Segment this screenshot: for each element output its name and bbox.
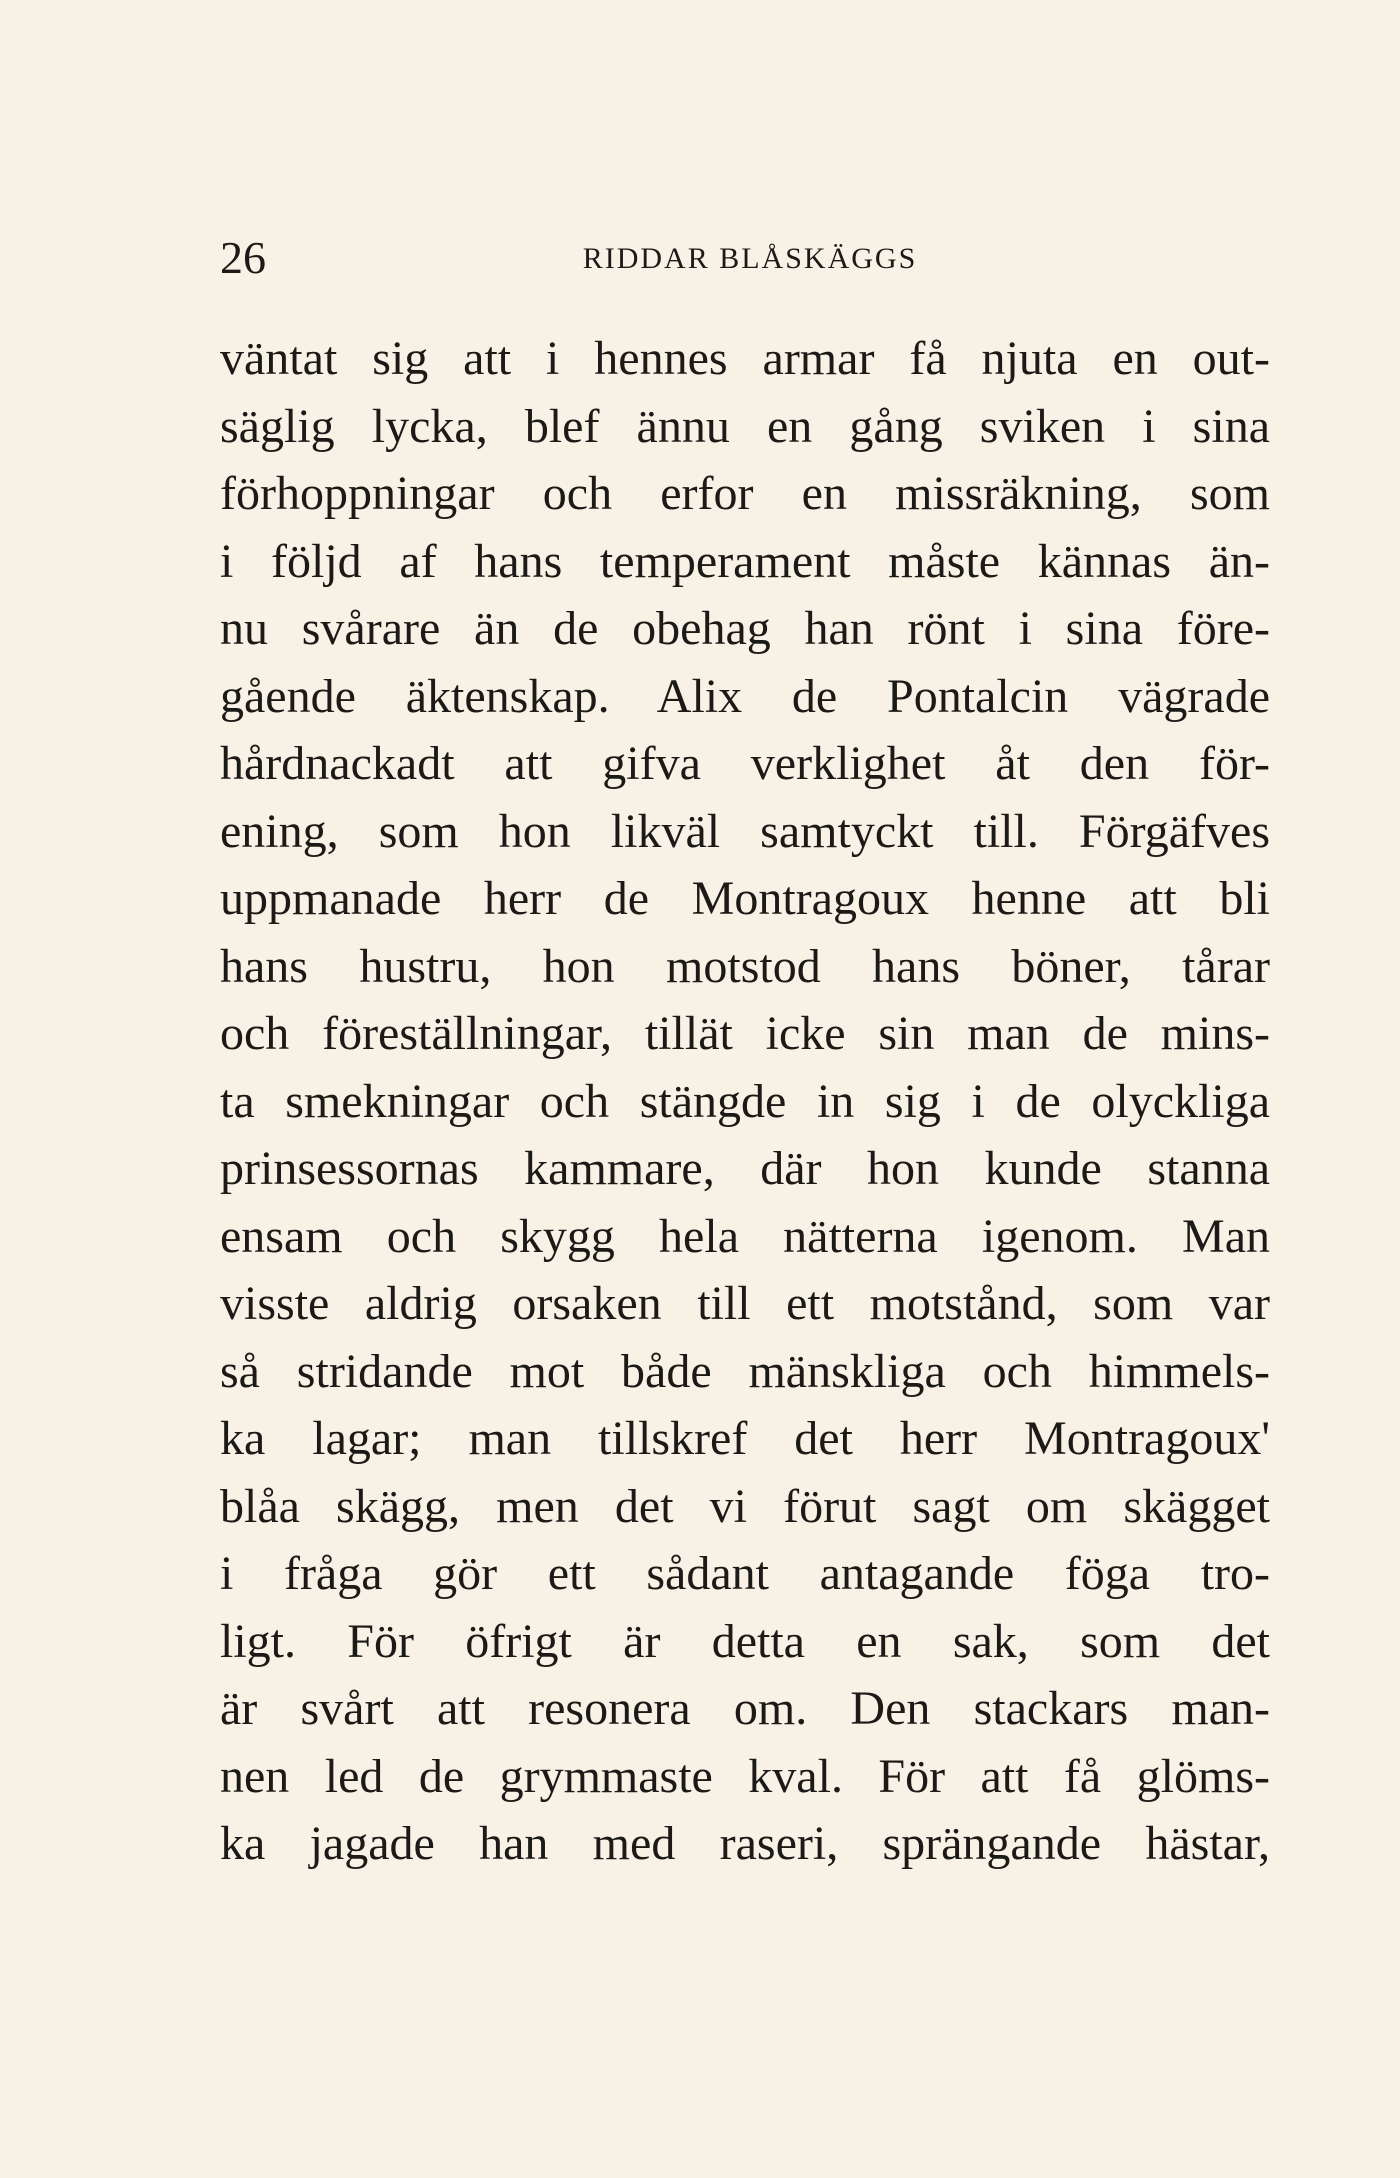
text-line: blåa skägg, men det vi förut sagt om skägget [220, 1479, 1270, 1533]
text-line: gående äktenskap. Alix de Pontalcin vägrade [220, 669, 1270, 723]
text-line: hans hustru, hon motstod hans böner, tårar [220, 939, 1270, 993]
text-line: ligt. För öfrigt är detta en sak, som det [220, 1614, 1270, 1668]
text-line: förhoppningar och erfor en missräkning, som [220, 467, 1270, 520]
text-line: i följd af hans temperament måste kännas än- [220, 534, 1270, 588]
text-line: och föreställningar, tillät icke sin man de mins- [220, 1007, 1270, 1060]
text-line: visste aldrig orsaken till ett motstånd, som var [220, 1277, 1270, 1330]
text-line: väntat sig att i hennes armar få njuta en out- [220, 332, 1270, 385]
text-line: säglig lycka, blef ännu en gång sviken i sina [220, 399, 1270, 453]
text-line: ta smekningar och stängde in sig i de olyckliga [220, 1074, 1270, 1128]
page-number: 26 [220, 232, 266, 283]
text-line: ening, som hon likväl samtyckt till. Förgäfves [220, 804, 1270, 858]
text-line: hårdnackadt att gifva verklighet åt den för- [220, 737, 1270, 790]
text-line: uppmanade herr de Montragoux henne att bli [220, 872, 1270, 925]
text-line: ka lagar; man tillskref det herr Montragoux' [220, 1412, 1270, 1465]
text-line: prinsessornas kammare, där hon kunde stanna [220, 1142, 1270, 1195]
text-line: i fråga gör ett sådant antagande föga tro- [220, 1547, 1270, 1600]
running-title: RIDDAR BLÅSKÄGGS [582, 242, 918, 275]
text-line: ensam och skygg hela nätterna igenom. Man [220, 1209, 1270, 1263]
page-header [220, 228, 1280, 288]
text-line: ka jagade han med raseri, sprängande hästar, [220, 1817, 1270, 1870]
body-text [220, 325, 1270, 1878]
text-line: så stridande mot både mänskliga och himmels- [220, 1344, 1270, 1398]
text-line: nen led de grymmaste kval. För att få glöms- [220, 1749, 1270, 1803]
text-line: är svårt att resonera om. Den stackars man- [220, 1682, 1270, 1735]
text-line: nu svårare än de obehag han rönt i sina före- [220, 602, 1270, 655]
